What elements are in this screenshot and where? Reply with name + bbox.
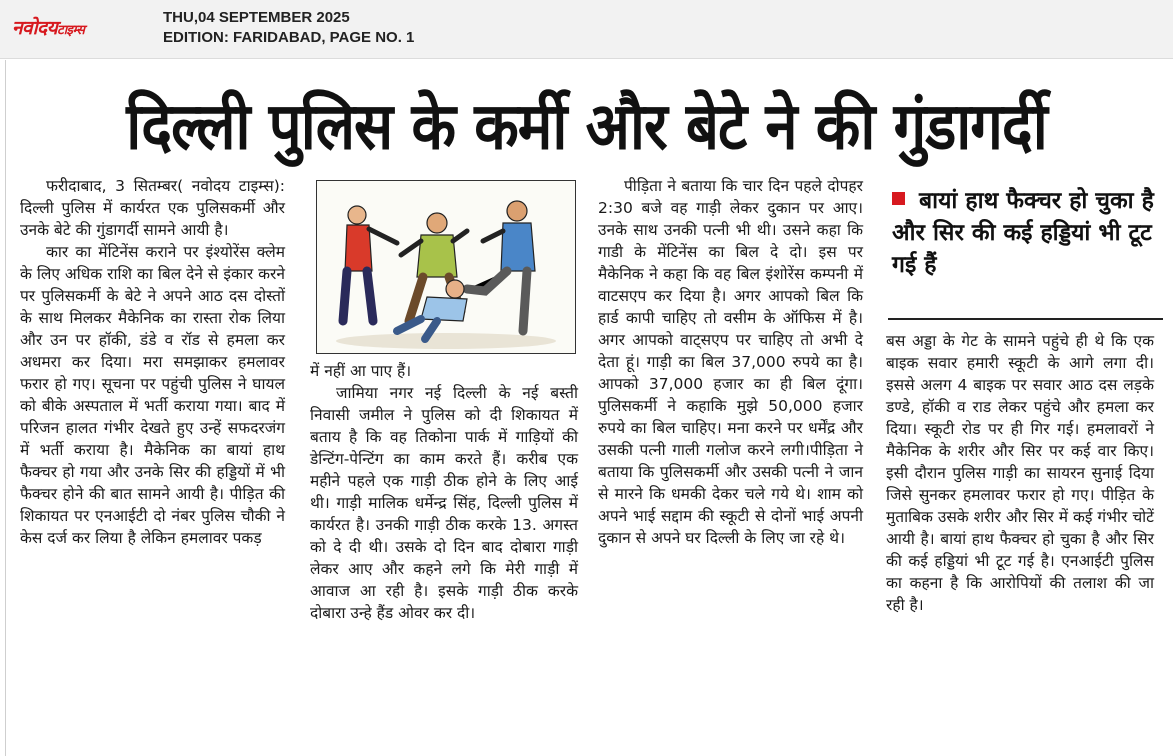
assault-scene-illustration <box>316 180 576 354</box>
article-column-2 <box>310 360 578 624</box>
paragraph: बस अड्डा के गेट के सामने पहुंचे ही थे कि एक बाइक सवार हमारी स्कूटी के आगे लगा दी। इससे अलग 4 बाइक पर सवार आठ दस लड़के डण्डे, हॉकी व राड लेकर पहुंचे और हमला कर दिया। स्कूटी रोड पर ही गिर गई। हमलावरों ने मैकेनिक के शरीर और सिर पर कई वार किए। इसी दौरान पुलिस गाड़ी का सायरन सुनाई दिया जिसे सुनकर हमलावर फरार हो गए। पीड़ित के मुताबिक उसके शरीर और सिर में कई गंभीर चोटें आयी है। बायां हाथ फैक्चर हो चुका है और सिर की कई हड्डियां भी टूट गई है। एनआईटी पुलिस का कहना है कि आरोपियों की तलाश की जा रही है। <box>886 332 1154 614</box>
newspaper-logo <box>12 14 84 40</box>
date-line: THU,04 SEPTEMBER 2025 <box>163 9 350 26</box>
edition-line: EDITION: FARIDABAD, PAGE NO. 1 <box>163 29 415 46</box>
article-headline: दिल्ली पुलिस के कर्मी और बेटे ने की गुंडागर्दी <box>126 87 1047 165</box>
assault-scene-drawing <box>317 181 575 353</box>
paragraph: जामिया नगर नई दिल्ली के नई बस्ती निवासी जमील ने पुलिस को दी शिकायत में बताय है कि वह तिकोना पार्क में गाड़ियों की डेन्टिंग-पेन्टिंग का काम करते हैं। करीब एक महीने पहले एक गाड़ी ठीक होने के लिए आई थी। गाड़ी मालिक धर्मेन्द्र सिंह, दिल्ली पुलिस में कार्यरत है। उनकी गाड़ी ठीक करके 13. अगस्त को दे दी थी। उसके दो दिन बाद दोबारा गाड़ी लेकर आए और कहने लगे कि मेरी गाड़ी में आवाज आ रही है। इसके गाड़ी ठीक करके दोबारा उन्हे हैंड ओवर कर दी। <box>310 384 578 622</box>
article-column-1 <box>20 175 285 549</box>
paragraph: कार का मेंटिनेंस कराने पर इंश्योरेंस क्लेम के लिए अधिक राशि का बिल देने से इंकार करने पर पुलिसकर्मी के बेटे ने अपने आठ दस दोस्तों के साथ मिलकर मैकेनिक का रास्ता रोक लिया और उन पर हॉकी, डंडे व रॉड से हमला कर अधमरा कर दिया। मरा समझाकर हमलावर फरार हो गए। सूचना पर पहुंची पुलिस ने घायल को बीके अस्पताल में भर्ती कराया गया। बाद में परिजन हालत गंभीर देखते हुए उन्हें सफदरजंग में भर्ती कराया है। मैकेनिक का बायां हाथ फैक्चर हो गया और उनके सिर की हड्डियों में भी फैक्चर होने की बात सामने आयी है। पीड़ित की शिकायत पर एनआईटी दो नंबर पुलिस चौकी ने केस दर्ज कर लिया है लेकिन हमलावर पकड़ <box>20 243 285 547</box>
paragraph: पीड़िता ने बताया कि चार दिन पहले दोपहर 2:30 बजे वह गाड़ी लेकर दुकान पर आए। उनके साथ उनकी पत्नी भी थी। उसने कहा कि गाडी के मेंटिनेंस का बिल दे दो। इस पर मैकेनिक ने कहा कि वह बिल इंशोरेंस कम्पनी में वाटसएप कर दिया है। अगर आपको बिल कि हार्ड कापी चाहिए तो वसीम के ऑफिस में है। अगर आपको वाट्सएप पर चाहिए तो अभी दे देता हूं। गाड़ी का बिल 37,000 रुपये का है। आपको 37,000 हजार का ही बिल दूंगा। पुलिसकर्मी ने कहाकि मुझे 50,000 हजार रुपये का बिल चाहिए। मना करने पर धर्मेंद्र और उसकी पत्नी गाली गलोज करने लगी।पीड़िता ने बताया कि पुलिसकर्मी और उसकी पत्नी ने जान से मारने कि धमकी देकर चले गये थे। शाम को अपने भाई सद्दाम की स्कूटी से दोनों भाई अपनी दुकान से अपने घर दिल्ली के लिए जा रहे थे। <box>598 177 863 547</box>
masthead-bar <box>0 0 1173 59</box>
article-column-3 <box>598 175 863 549</box>
logo-main: नवोदय <box>12 17 58 39</box>
pull-quote <box>892 185 1162 281</box>
edition-meta <box>163 8 414 48</box>
logo-small: टाइम्स <box>57 23 85 38</box>
pull-quote-rule <box>888 318 1163 320</box>
red-square-bullet-icon <box>892 192 905 205</box>
pull-quote-text: बायां हाथ फैक्चर हो चुका है और सिर की कई हड्डियां भी टूट गई हैं <box>892 188 1154 278</box>
paragraph: फरीदाबाद, 3 सितम्बर( नवोदय टाइम्स): दिल्ली पुलिस में कार्यरत एक पुलिसकर्मी और उनके बेटे की गुंडागर्दी सामने आयी है। <box>20 177 285 239</box>
article-column-4 <box>886 330 1154 616</box>
paragraph: में नहीं आ पाए हैं। <box>310 362 412 380</box>
